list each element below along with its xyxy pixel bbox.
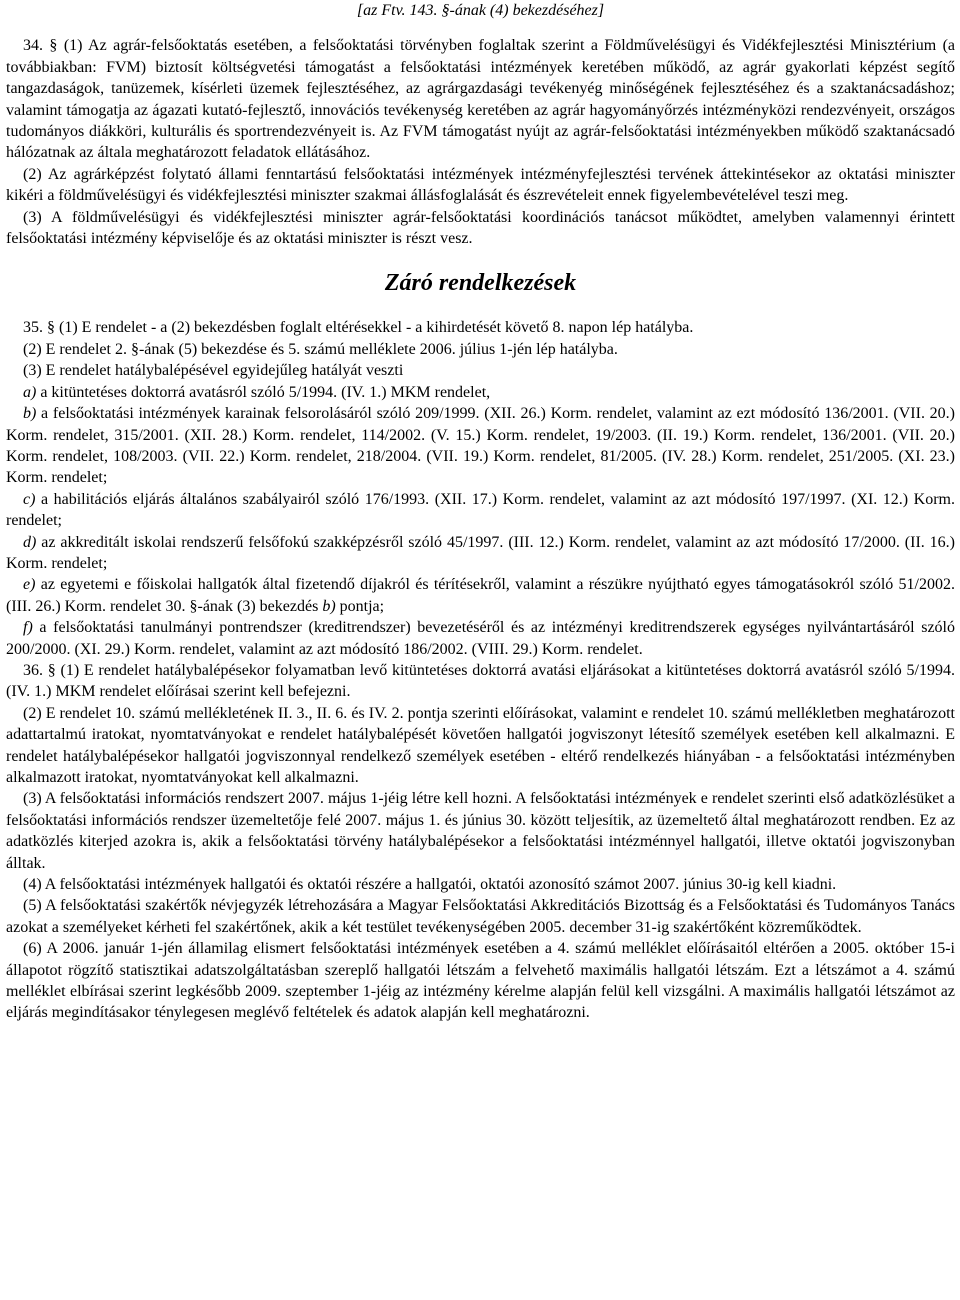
item-text: a habilitációs eljárás általános szabályairól szóló 176/1993. (XII. 17.) Korm. rendelet, valamint az azt módosító 197/1997. (XI. 12.) Korm. rendelet; (6, 490, 955, 530)
section-36-paragraph-2: (2) E rendelet 10. számú mellékletének II. 3., II. 6. és IV. 2. pontja szerinti előírásokat, valamint e rendelet 10. számú mellékletben meghatározott adattartalmú iratokat, nyomtatványokat e rendelet hatálybalépését követően hallgatói jogviszonyt létesítő személyek esetében kell alkalmazni. E rendelet hatálybalépésekor hallgatói jogviszonnyal rendelkező személyek esetében - eltérő rendelkezés hiányában - a felsőoktatási intézményben alkalmazott iratokat, nyomtatványokat kell alkalmazni. (6, 704, 955, 786)
section-35-paragraph-2: (2) E rendelet 2. §-ának (5) bekezdése és 5. számú melléklete 2006. július 1-jén lép hatályba. (23, 340, 618, 358)
item-text: a felsőoktatási intézmények karainak felsorolásáról szóló 209/1999. (XII. 26.) Korm. rendelet, valamint az ezt módosító 136/2001. (VII. 20.) Korm. rendelet, 315/2001. (XII. 28.) Korm. rendelet, 114/2002. (V. 15.) Korm. rendelet, 19/2003. (II. 19.) Korm. rendelet, 136/2001. (VII. 20.) Korm. rendelet, 108/2003. (VII. 22.) Korm. rendelet, 218/2004. (VII. 19.) Korm. rendelet, 81/2005. (IV. 28.) Korm. rendelet, 251/2005. (XI. 23.) Korm. rendelet; (6, 405, 955, 487)
section-36-paragraph-5: (5) A felsőoktatási szakértők névjegyzék létrehozására a Magyar Felsőoktatási Akkreditációs Bizottság és a Felsőoktatási és Tudományos Tanács azokat a személyeket kérheti fel szakértőnek, akik a két testület tevékenységében 2005. december 31-ig szakértőként közreműködtek. (6, 897, 955, 936)
item-text: az akkreditált iskolai rendszerű felsőfokú szakképzésről szóló 45/1997. (III. 12.) Korm. rendelet, valamint az azt módosító 17/2000. (II. 16.) Korm. rendelet; (6, 533, 955, 572)
item-label: c) (23, 490, 36, 508)
item-text: a kitüntetéses doktorrá avatásról szóló 5/1994. (IV. 1.) MKM rendelet, (36, 383, 491, 401)
section-36-paragraph-6: (6) A 2006. január 1-jén államilag elismert felsőoktatási intézmények esetében a 4. számú melléklet előírásaitól eltérően a 2005. október 15-i állapotot rögzítő statisztikai adatszolgáltatásban szereplő hallgatói létszám a felvehető maximális hallgatói létszám. Ezt a létszámot a 4. számú melléklet elbírásai szerint legkésőbb 2009. szeptember 1-jéig az intézmény kérelme alapján felül kell vizsgálni. A maximális hallgatói létszámot az eljárás megindításakor ténylegesen meglévő feltételek és adatok alapján kell meghatározni. (6, 940, 955, 1022)
section-reference: [az Ftv. 143. §-ának (4) bekezdéséhez] (356, 2, 605, 19)
item-text: az egyetemi e főiskolai hallgatók által fizetendő díjakról és térítésekről, valamint a részükre nyújtható egyes támogatásokról szóló 51/2002. (III. 26.) Korm. rendelet 30. §-ának (3) bekezdés (6, 576, 955, 615)
item-label: a) (23, 383, 37, 401)
repealed-item-d (6, 532, 955, 575)
item-inline-label: b) (322, 597, 336, 615)
item-label: f) (23, 619, 33, 637)
section-34-paragraph-2: (2) Az agrárképzést folytató állami fenntartású felsőoktatási intézmények intézményfejlesztési tervének áttekintésekor az oktatási miniszter kikéri a földművelésügyi és vidékfejlesztési miniszter szakmai állásfoglalását és észrevételeit ennek figyelembevételével teszi meg. (6, 165, 955, 205)
repealed-item-e (6, 574, 955, 617)
section-36-paragraph-4: (4) A felsőoktatási intézmények hallgatói és oktatói részére a hallgatói, oktatói azonosító számot 2007. június 30-ig kell kiadni. (23, 876, 837, 894)
section-35-paragraph-3: (3) E rendelet hatálybalépésével egyidejűleg hatályát veszti (23, 362, 404, 380)
section-36-paragraph-3: (3) A felsőoktatási információs rendszert 2007. május 1-jéig létre kell hozni. A felsőoktatási intézmények e rendelet szerinti első adatközlésüket a felsőoktatási információs rendszer üzemeltetője felé 2007. május 1. és június 30. között teljesítik, az üzemeltető által meghatározott rendben. Ez az adatközlés kiterjed azokra is, akik a felsőoktatási törvény hatálybalépésekor a felsőoktatási intézménnyel hallgatói, illetve oktatói jogviszonyban álltak. (6, 790, 955, 872)
section-heading-closing-provisions: Záró rendelkezések (384, 270, 577, 297)
repealed-item-a (6, 382, 955, 403)
item-text: a felsőoktatási tanulmányi pontrendszer (kreditrendszer) bevezetéséről és az intézményi kreditrendszerek egységes nyilvántartásáról szóló 200/2000. (XI. 29.) Korm. rendelet, valamint az azt módosító 186/2002. (VIII. 29.) Korm. rendelet. (6, 619, 955, 658)
item-label: b) (23, 405, 37, 423)
section-34-paragraph-3: (3) A földművelésügyi és vidékfejlesztési miniszter agrár-felsőoktatási koordinációs tanácsot működtet, amelyben valamennyi érintett felsőoktatási intézmény képviselője és az oktatási miniszter is részt vesz. (6, 208, 955, 248)
repealed-item-f (6, 617, 955, 660)
repealed-item-c (6, 489, 955, 532)
item-label: d) (23, 533, 37, 551)
item-tail-text: pontja; (335, 597, 385, 615)
section-36-paragraph-1: 36. § (1) E rendelet hatálybalépésekor folyamatban levő kitüntetéses doktorrá avatási eljárásokat a kitüntetéses doktorrá avatásról szóló 5/1994. (IV. 1.) MKM rendelet előírásai szerint kell befejezni. (6, 661, 955, 701)
repealed-item-b (6, 403, 955, 489)
section-34-paragraph-1: 34. § (1) Az agrár-felsőoktatás esetében, a felsőoktatási törvényben foglaltak szerint a Földművelésügyi és Vidékfejlesztési Minisztérium (a továbbiakban: FVM) biztosít költségvetési támogatást a felsőoktatási intézmények keretében működő, az agrár gyakorlati képzést segítő tangazdaságok, tanüzemek, kísérleti üzemek fejlesztéséhez, az agrárgazdasági tevékenyég minőségének fejlesztéséhez és a szaktanácsadáshoz; valamint támogatja az ágazati kutató-fejlesztő, innovációs tevékenység keretében az agrár hagyományőrzés intézményközi rendezvényeit, országos tudományos diákköri, kulturális és sportrendezvényeit is. Az FVM támogatást nyújt az agrár-felsőoktatási intézményekben működő szaktanácsadó hálózatnak az általa meghatározott feladatok ellátásához. (6, 37, 955, 162)
item-label: e) (23, 576, 36, 594)
section-35-paragraph-1: 35. § (1) E rendelet - a (2) bekezdésben foglalt eltérésekkel - a kihirdetését követő 8. napon lép hatályba. (23, 319, 694, 337)
